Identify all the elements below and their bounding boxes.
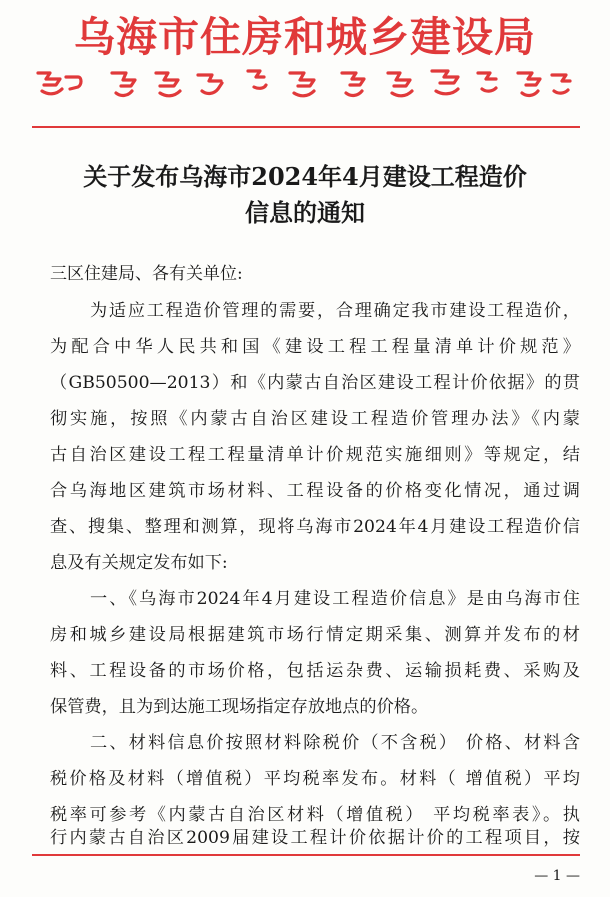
- body-line: （GB50500—2013）和《内蒙古自治区建设工程计价依据》的贯: [50, 373, 580, 393]
- body-line: 查、搜集、整理和测算，现将乌海市2024年4月建设工程造价信: [50, 517, 580, 537]
- body-line: 为配合中华人民共和国《建设工程工程量清单计价规范》: [50, 337, 580, 357]
- salutation: 三区住建局、各有关单位:: [50, 264, 243, 284]
- body-line: 古自治区建设工程工程量清单计价规范实施细则》等规定，结: [50, 445, 580, 465]
- body-line: 房和城乡建设局根据建筑市场行情定期采集、测算并发布的材: [50, 625, 580, 645]
- page-number: — 1 —: [534, 868, 580, 884]
- body-line: 彻实施，按照《内蒙古自治区建设工程造价管理办法》《内蒙: [50, 409, 580, 429]
- footer-divider: [32, 854, 580, 856]
- body-line: 税率可参考《内蒙古自治区材料（增值税） 平均税率表》。执: [50, 805, 580, 825]
- body-line: 行内蒙古自治区2009届建设工程计价依据计价的工程项目，按: [50, 828, 580, 848]
- body-line: 为适应工程造价管理的需要，合理确定我市建设工程造价，: [90, 301, 580, 321]
- mongolian-script-logo: [32, 65, 580, 105]
- body-line: 保管费，且为到达施工现场指定存放地点的价格。: [50, 697, 429, 717]
- body-line: 一、《乌海市2024年4月建设工程造价信息》是由乌海市住: [90, 589, 580, 609]
- body-line: 税价格及材料（增值税）平均税率发布。材料（ 增值税）平均: [50, 769, 580, 789]
- letterhead-title: 乌海市住房和城乡建设局: [74, 13, 536, 61]
- body-line: 合乌海地区建筑市场材料、工程设备的价格变化情况，通过调: [50, 481, 580, 501]
- document-title-line-2: 信息的通知: [245, 198, 365, 227]
- body-line: 二、材料信息价按照材料除税价（不含税） 价格、材料含: [90, 733, 580, 753]
- document-title-line-1: 关于发布乌海市2024年4月建设工程造价: [83, 162, 527, 191]
- letterhead-divider: [32, 126, 580, 128]
- body-line: 息及有关规定发布如下:: [50, 553, 228, 573]
- body-line: 料、工程设备的市场价格，包括运杂费、运输损耗费、采购及: [50, 661, 580, 681]
